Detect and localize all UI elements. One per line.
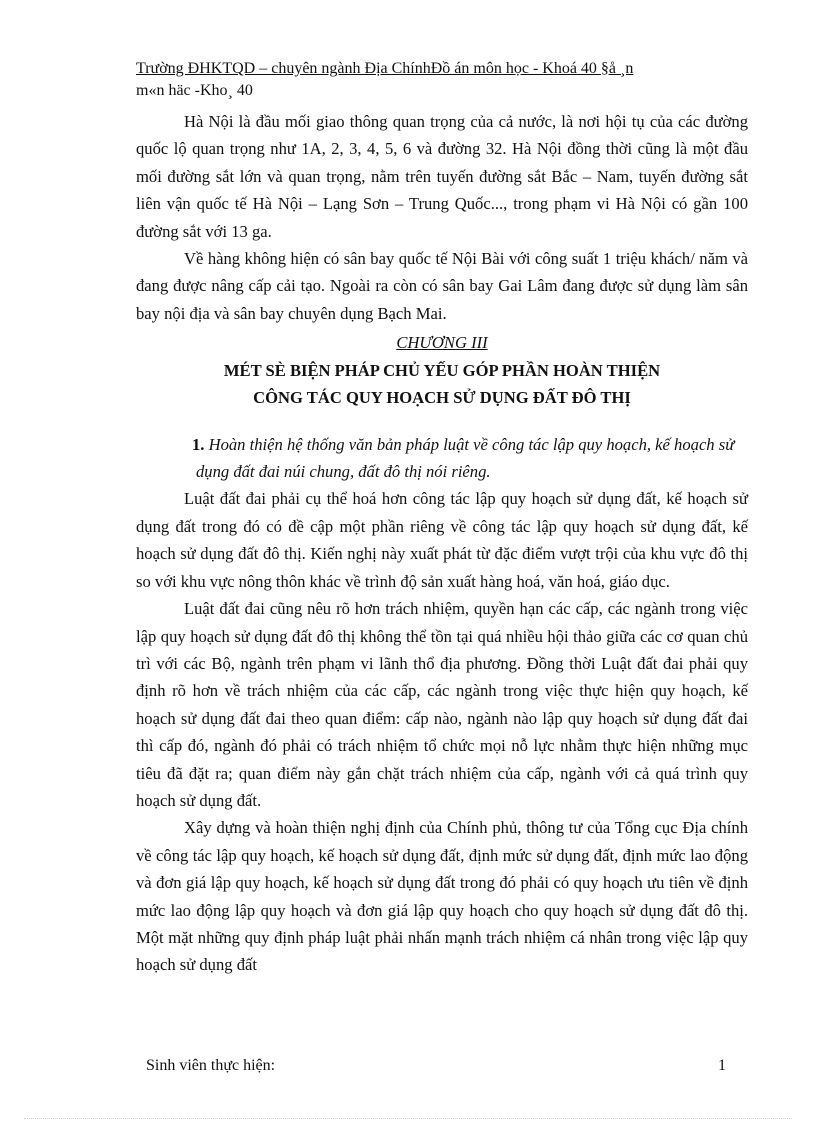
section-number: 1. [192,434,205,454]
chapter-label: CHƯƠNG III [396,333,488,353]
paragraph: Luật đất đai phải cụ thể hoá hơn công tác lập quy hoạch sử dụng đất, kế hoạch sử dụng đất trong đó có đề cập một phần riêng về công tác lập quy hoạch sử dụng đất, kế hoạch sử dụng đất đô thị. Kiến nghị này xuất phát từ đặc điểm vượt trội của khu vực đô thị so với khu vực nông thôn khác về trình độ sản xuất hàng hoá, văn hoá, giáo dục. [136,489,748,591]
spacer [136,411,748,431]
paragraph: Luật đất đai cũng nêu rõ hơn trách nhiệm, quyền hạn các cấp, các ngành trong việc lập quy hoạch sử dụng đất đô thị không thể tồn tại quá nhiều hội thảo giữa các cơ quan chủ trì với các Bộ, ngành trên phạm vi lãnh thổ địa phương. Đồng thời Luật đất đai phải quy định rõ hơn về trách nhiệm của các cấp, các ngành trong việc thực hiện quy hoạch, kế hoạch sử dụng đất đai theo quan điểm: cấp nào, ngành nào lập quy hoạch sử dụng đất đai thì cấp đó, ngành đó phải có trách nhiệm tổ chức mọi nỗ lực nhằm thực hiện những mục tiêu đã đặt ra; quan điểm này gắn chặt trách nhiệm của cấp, ngành với cả quá trình quy hoạch sử dụng đất. [136,599,748,810]
running-header [136,58,756,80]
document-body [136,108,748,979]
section-heading [192,431,748,486]
page-number: 1 [718,1057,726,1074]
footer-student-label: Sinh viên thực hiện: [146,1057,276,1074]
page-bottom-rule [24,1118,792,1119]
running-header-text: Trường ĐHKTQD – chuyên ngành Địa ChínhĐồ án môn học - Khoá 40 §å ¸n [136,60,634,77]
paragraph: Xây dựng và hoàn thiện nghị định của Chính phủ, thông tư của Tổng cục Địa chính về công tác lập quy hoạch, kế hoạch sử dụng đất, định mức sử dụng đất, định mức lao động và đơn giá lập quy hoạch, kế hoạch sử dụng đất trong đó phải có quy hoạch ưu tiên về định mức lao động lập quy hoạch và đơn giá lập quy hoạch cho quy hoạch sử dụng đất đô thị. Một mặt những quy định pháp luật phải nhấn mạnh trách nhiệm cá nhân trong việc lập quy hoạch sử dụng đất [136,818,748,975]
paragraph: Về hàng không hiện có sân bay quốc tế Nội Bài với công suất 1 triệu khách/ năm và đang được nâng cấp cải tạo. Ngoài ra còn có sân bay Gai Lâm đang được sử dụng làm sân bay nội địa và sân bay chuyên dụng Bạch Mai. [136,249,748,323]
chapter-title-line-1: MÉT SÈ BIỆN PHÁP CHỦ YẾU GÓP PHẦN HOÀN THIỆN [223,360,661,380]
running-header-continuation: m«n häc -Kho¸ 40 [136,82,253,99]
paragraph: Hà Nội là đầu mối giao thông quan trọng của cả nước, là nơi hội tụ của các đường quốc lộ quan trọng như 1A, 2, 3, 4, 5, 6 và đường 32. Hà Nội đồng thời cũng là một đầu mối đường sắt lớn và quan trọng, nằm trên tuyến đường sắt Bắc – Nam, tuyến đường sắt liên vận quốc tế Hà Nội – Lạng Sơn – Trung Quốc..., trong phạm vi Hà Nội có gần 100 đường sắt với 13 ga. [136,112,748,241]
section-heading-text: Hoàn thiện hệ thống văn bản pháp luật về công tác lập quy hoạch, kế hoạch sử dụng đất đai núi chung, đất đô thị nói riêng. [196,434,735,482]
chapter-title-line-2: CÔNG TÁC QUY HOẠCH SỬ DỤNG ĐẤT ĐÔ THỊ [253,387,631,407]
